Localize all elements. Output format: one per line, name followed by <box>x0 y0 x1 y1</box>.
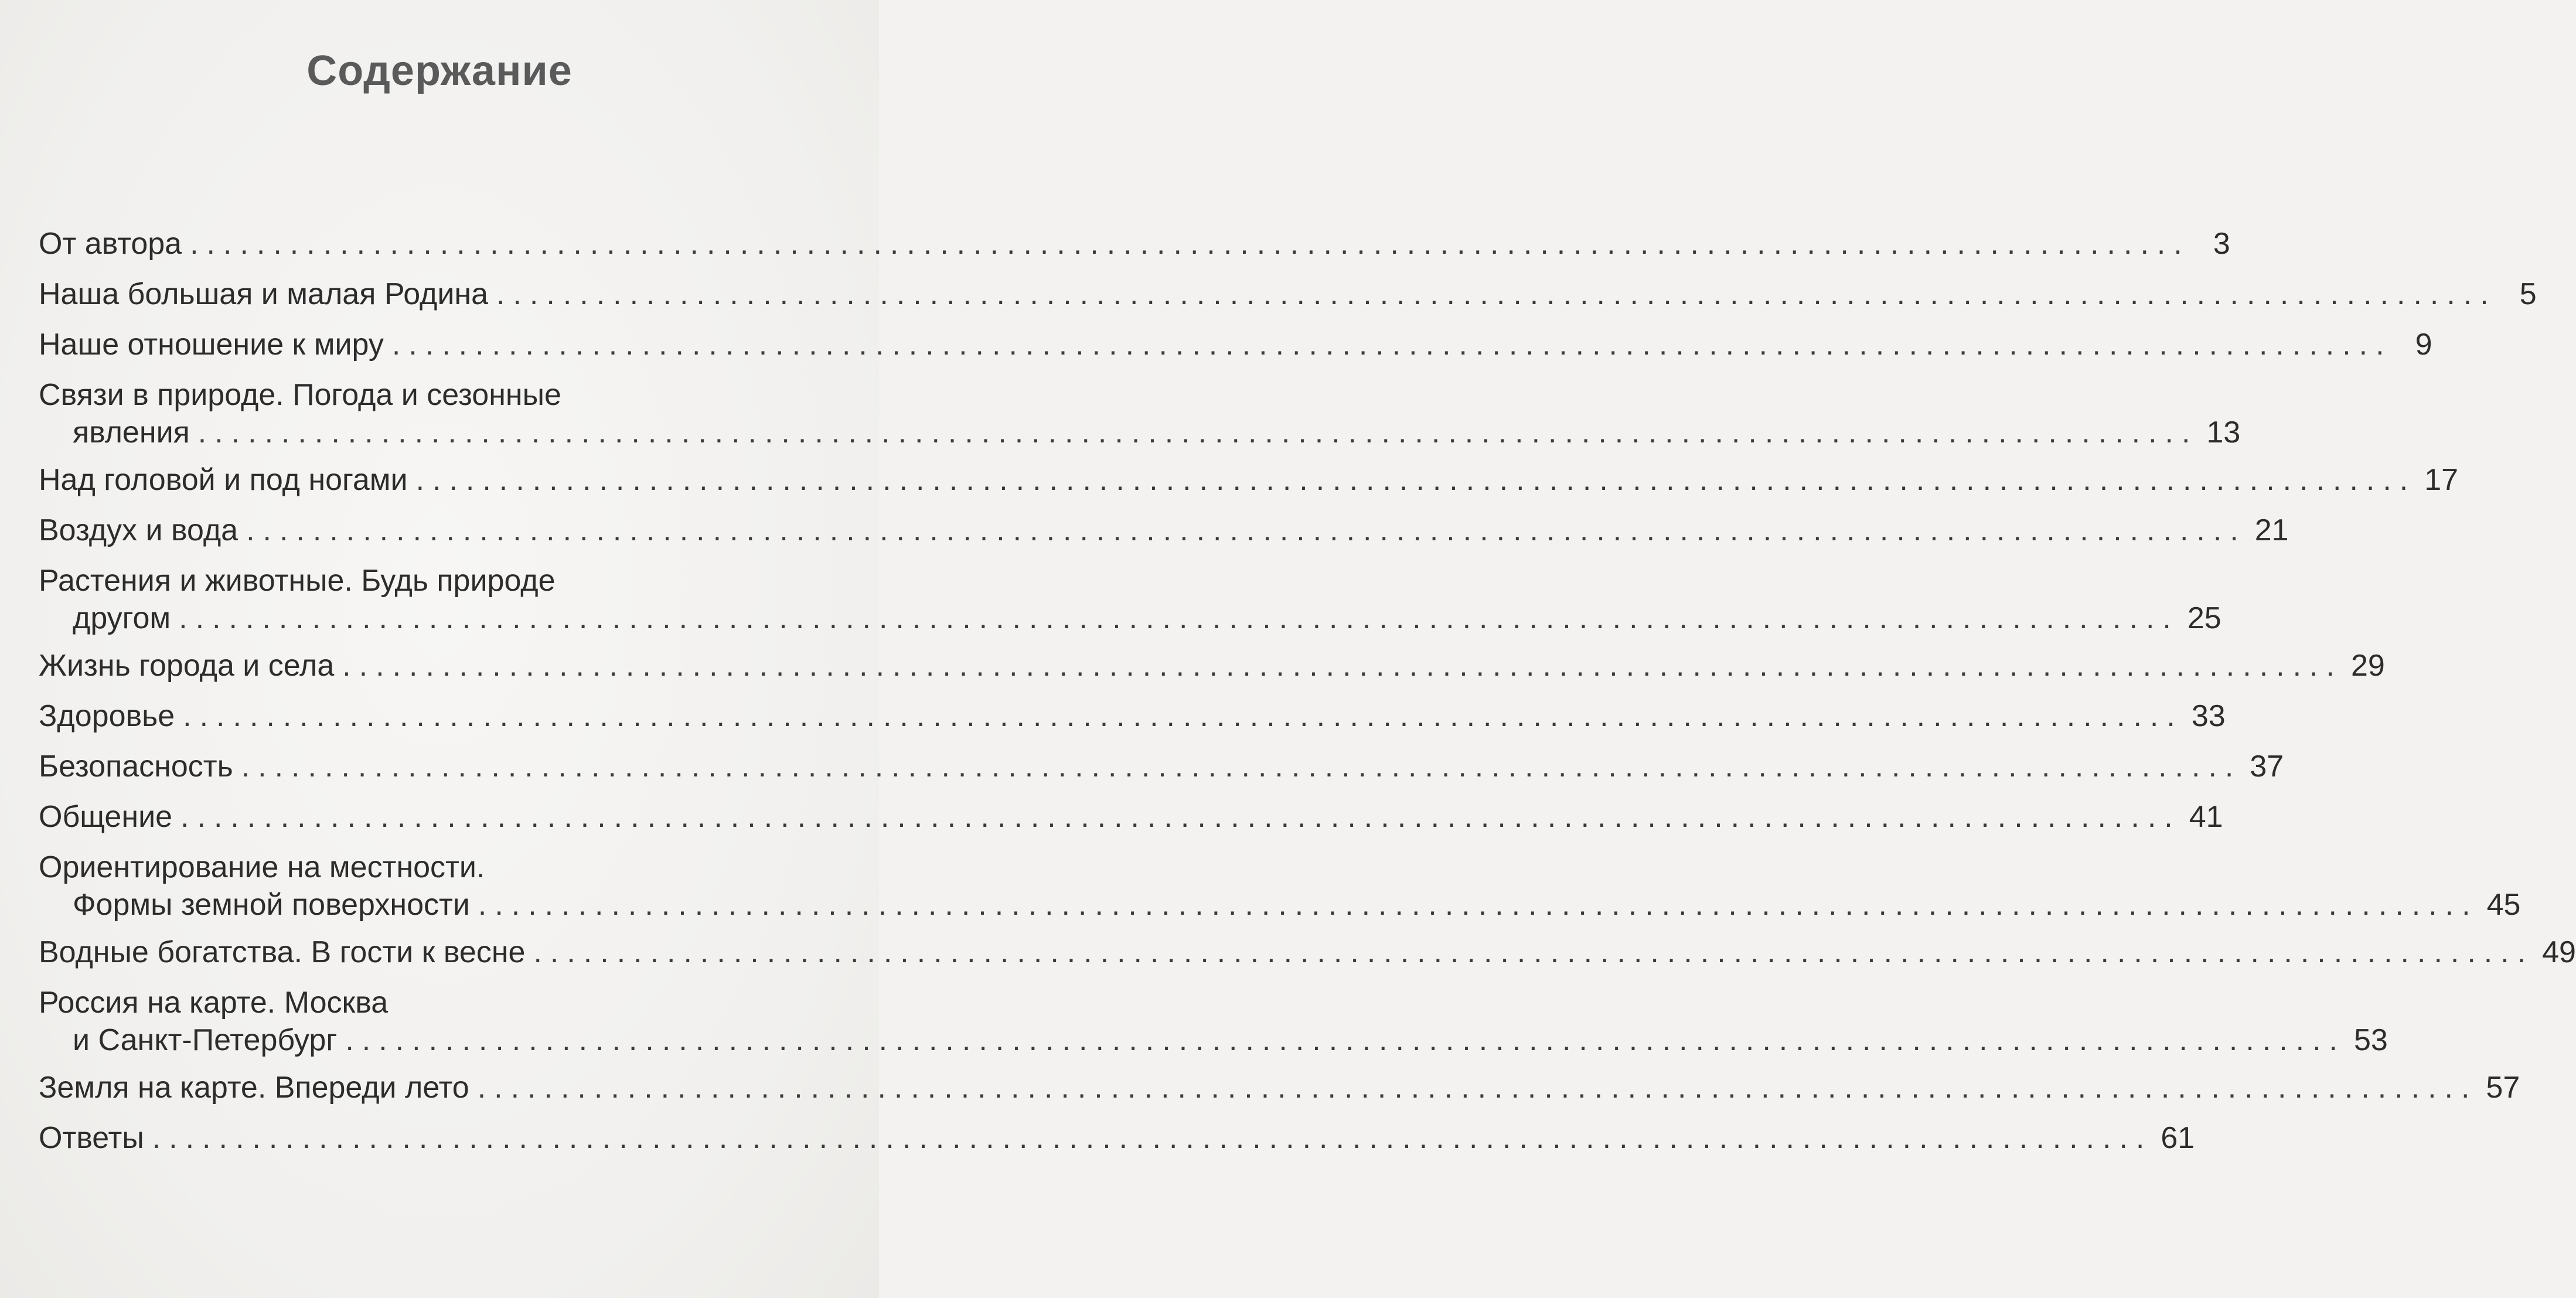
dot-leader: ........................................................................................................................ <box>533 935 2534 969</box>
toc-entry[interactable] <box>39 225 2230 263</box>
toc-entry[interactable] <box>39 647 2385 684</box>
toc-entry-title: Здоровье <box>39 699 175 733</box>
toc-entry-title: Водные богатства. В гости к весне <box>39 935 526 969</box>
dot-leader: ........................................................................................................................ <box>342 649 2343 683</box>
toc-page-number: 49 <box>2542 935 2576 969</box>
dot-leader: ........................................................................................................................ <box>246 513 2247 547</box>
toc-entry[interactable] <box>39 512 2289 549</box>
toc-page-number: 9 <box>2415 328 2432 362</box>
toc-entry-title: другом <box>73 601 171 635</box>
dot-leader: ........................................................................................................................ <box>183 699 2183 733</box>
toc-entry-title: Наша большая и малая Родина <box>39 277 489 311</box>
toc-entry-title: Ориентирование на местности. <box>39 850 485 884</box>
dot-leader: ........................................................................................................................ <box>152 1121 2153 1155</box>
toc-entry-line <box>39 599 2221 637</box>
toc-entry[interactable] <box>39 748 2284 785</box>
toc-entry-title: Формы земной поверхности <box>73 888 470 922</box>
toc-entry-line <box>39 512 2289 549</box>
toc-entry-line <box>39 326 2432 363</box>
dot-leader: ........................................................................................................................ <box>179 601 2179 635</box>
toc-entry-title: Жизнь города и села <box>39 649 335 683</box>
toc-page-number: 41 <box>2189 800 2223 834</box>
toc-entry-title: Связи в природе. Погода и сезонные <box>39 378 561 412</box>
toc-entry-line <box>39 849 844 886</box>
toc-entry-line <box>39 275 2537 313</box>
toc-entry-title: Безопасность <box>39 749 233 783</box>
toc-entry-line <box>39 1119 2195 1157</box>
toc-page-number: 61 <box>2161 1121 2195 1155</box>
dot-leader: ........................................................................................................................ <box>478 888 2479 922</box>
toc-entry[interactable] <box>39 376 2241 451</box>
dot-leader: ........................................................................................................................ <box>197 415 2199 449</box>
toc-entry-line <box>39 225 2230 263</box>
toc-page-number: 29 <box>2350 649 2385 683</box>
toc-entry[interactable] <box>39 984 2388 1059</box>
toc-entry[interactable] <box>39 1069 2520 1106</box>
toc-entry-title: Земля на карте. Впереди лето <box>39 1071 469 1105</box>
toc-entry[interactable] <box>39 849 2521 924</box>
toc-page-number: 17 <box>2424 463 2459 497</box>
toc-entry-title: Ответы <box>39 1121 144 1155</box>
toc-entry-line <box>39 798 2223 836</box>
toc-entry[interactable] <box>39 326 2432 363</box>
toc-entry-title: и Санкт-Петербург <box>73 1023 338 1057</box>
toc-page-number: 21 <box>2254 513 2289 547</box>
toc-entry-title: Наше отношение к миру <box>39 328 384 362</box>
toc-entry[interactable] <box>39 275 2537 313</box>
toc-entry[interactable] <box>39 697 2226 735</box>
toc-entry[interactable] <box>39 562 2221 637</box>
toc-page-number: 53 <box>2354 1023 2388 1057</box>
toc-entry-title: Общение <box>39 800 173 834</box>
toc-entry-line <box>39 697 2226 735</box>
toc-page-number: 3 <box>2213 227 2230 261</box>
toc-entry-line <box>39 562 844 599</box>
toc-entry-line <box>39 647 2385 684</box>
toc-entry-line <box>39 748 2284 785</box>
toc-entry[interactable] <box>39 798 2223 836</box>
toc-page-number: 13 <box>2206 415 2241 449</box>
dot-leader: ........................................................................................................................ <box>345 1023 2346 1057</box>
dot-leader: ........................................................................................................................ <box>190 227 2190 261</box>
toc-entry-title: От автора <box>39 227 182 261</box>
toc-entry-line <box>39 984 844 1021</box>
toc-entry-line <box>39 414 2241 451</box>
toc-entry[interactable] <box>39 934 2576 971</box>
dot-leader: ........................................................................................................................ <box>477 1071 2478 1105</box>
toc-page-number: 33 <box>2191 699 2226 733</box>
dot-leader: ........................................................................................................................ <box>180 800 2181 834</box>
toc-entry-title: Воздух и вода <box>39 513 238 547</box>
toc-entry-line <box>39 376 844 414</box>
toc-entry[interactable] <box>39 1119 2195 1157</box>
toc-page-number: 57 <box>2486 1071 2520 1105</box>
toc-entry-title: явления <box>73 415 190 449</box>
toc-page-number: 45 <box>2486 888 2521 922</box>
toc-entry-line <box>39 461 2459 499</box>
toc-entry-line <box>39 886 2521 924</box>
dot-leader: ........................................................................................................................ <box>241 749 2242 783</box>
toc-entry-line <box>39 934 2576 971</box>
toc-page-number: 5 <box>2519 277 2537 311</box>
toc-entry-line <box>39 1021 2388 1059</box>
toc-entry-line <box>39 1069 2520 1106</box>
toc-page-number: 37 <box>2250 749 2284 783</box>
toc-entry-title: Растения и животные. Будь природе <box>39 564 556 598</box>
toc-entry-title: Россия на карте. Москва <box>39 986 389 1020</box>
dot-leader: ........................................................................................................................ <box>496 277 2497 311</box>
dot-leader: ........................................................................................................................ <box>415 463 2417 497</box>
toc-entry[interactable] <box>39 461 2459 499</box>
toc-entry-title: Над головой и под ногами <box>39 463 408 497</box>
dot-leader: ........................................................................................................................ <box>391 328 2393 362</box>
page-title: Содержание <box>306 47 573 94</box>
toc-page-number: 25 <box>2187 601 2221 635</box>
